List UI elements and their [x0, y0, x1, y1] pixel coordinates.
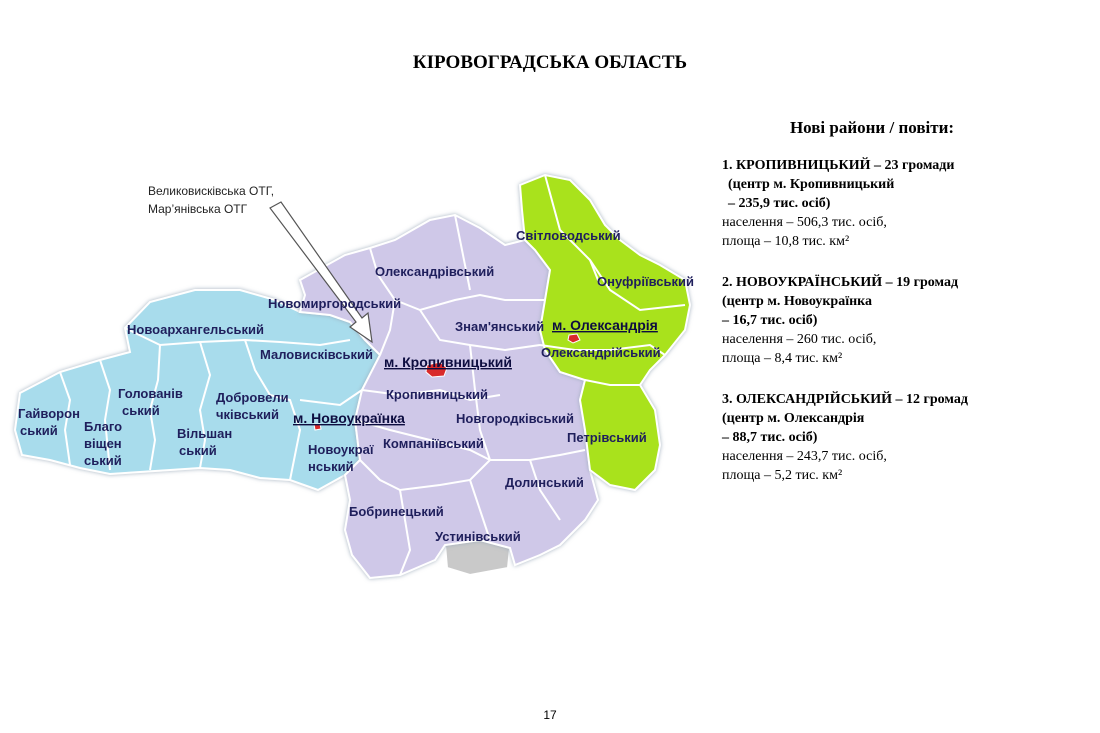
legend-district-novoukrainskyi: [722, 273, 1082, 368]
map-label-kropyvnytskyi: Кропивницький: [386, 387, 488, 402]
district-name-line: 2. НОВОУКРАЇНСЬКИЙ – 19 громад: [722, 275, 959, 290]
district-name-line: 3. ОЛЕКСАНДРІЙСЬКИЙ – 12 громад: [722, 392, 968, 407]
map-label-haivoronskyi-1: Гайворон: [18, 406, 80, 421]
map-label-dobrovelychkivskyi-2: чківський: [216, 407, 280, 422]
map-label-znamianskyi: Знам'янський: [455, 319, 545, 334]
map-label-vilshanskyi-2: ський: [179, 443, 217, 458]
district-population: населення – 506,3 тис. осіб,: [722, 215, 887, 230]
map-label-holovanivskyi-2: ський: [122, 403, 160, 418]
district-center-pop: – 88,7 тис. осіб): [722, 430, 818, 445]
map-label-svitlovodskyi: Світловодський: [516, 228, 621, 243]
callout-label-line2: Мар’янівська ОТГ: [148, 202, 248, 216]
district-population: населення – 260 тис. осіб,: [722, 332, 877, 347]
map-label-novoarkhanhelskyi: Новоархангельський: [127, 322, 265, 337]
legend-district-kropyvnytskyi: [722, 156, 1082, 251]
callout-label-line1: Великовисківська ОТГ,: [148, 184, 275, 198]
map-label-haivoronskyi-2: ський: [20, 423, 58, 438]
district-population: населення – 243,7 тис. осіб,: [722, 449, 887, 464]
district-area: площа – 8,4 тис. км²: [722, 351, 843, 366]
map-label-novhorodkivskyi: Новгородківський: [456, 411, 574, 426]
district-name-line: 1. КРОПИВНИЦЬКИЙ – 23 громади: [722, 158, 955, 173]
map-label-blahovishchenskyi-1: Благо: [84, 419, 123, 434]
page-number: 17: [543, 708, 557, 722]
map-label-holovanivskyi-1: Голованів: [118, 386, 183, 401]
map-label-oleksandriiskyi: Олександрійський: [541, 345, 661, 360]
map-label-novoukrainskyi-2: нський: [308, 459, 354, 474]
map-label-dolynskyi: Долинський: [505, 475, 584, 490]
district-center-line: (центр м. Кропивницький: [728, 177, 895, 192]
map-label-m-novoukrainka: м. Новоукраїнка: [293, 410, 405, 426]
district-area: площа – 5,2 тис. км²: [722, 468, 843, 483]
map-label-malovyskivskyi: Маловисківський: [260, 347, 373, 362]
map-label-blahovishchenskyi-2: віщен: [84, 436, 122, 451]
map-label-bobrynetskyi: Бобринецький: [349, 504, 444, 519]
map-label-dobrovelychkivskyi-1: Добровели: [216, 390, 289, 405]
map-label-novomyrhorodskyi: Новомиргородський: [268, 296, 402, 311]
map-label-novoukrainskyi-1: Новоукраї: [308, 442, 374, 457]
map-label-kompaniivskyi: Компаніївський: [383, 436, 484, 451]
legend-district-oleksandriiskyi: [722, 390, 1082, 485]
district-area: площа – 10,8 тис. км²: [722, 234, 850, 249]
district-center-line: (центр м. Олександрія: [722, 411, 865, 426]
map-label-petrivskyi: Петрівський: [567, 430, 647, 445]
map-label-onufriivskyi: Онуфріївський: [597, 274, 694, 289]
map-label-oleksandrivskyi: Олександрівський: [375, 264, 495, 279]
map-label-ustynivskyi: Устинівський: [435, 529, 521, 544]
district-center-pop: – 16,7 тис. осіб): [722, 313, 818, 328]
district-center-line: (центр м. Новоукраїнка: [722, 294, 873, 309]
district-center-pop: – 235,9 тис. осіб): [728, 196, 831, 211]
map-label-blahovishchenskyi-3: ський: [84, 453, 122, 468]
page-title: КІРОВОГРАДСЬКА ОБЛАСТЬ: [412, 52, 688, 73]
map-label-vilshanskyi-1: Вільшан: [177, 426, 233, 441]
legend-panel: [722, 118, 1082, 507]
map-label-m-kropyvnytskyi: м. Кропивницький: [384, 354, 512, 370]
map-label-m-oleksandriia: м. Олександрія: [552, 317, 658, 333]
legend-heading: Нові райони / повіти:: [789, 118, 955, 137]
